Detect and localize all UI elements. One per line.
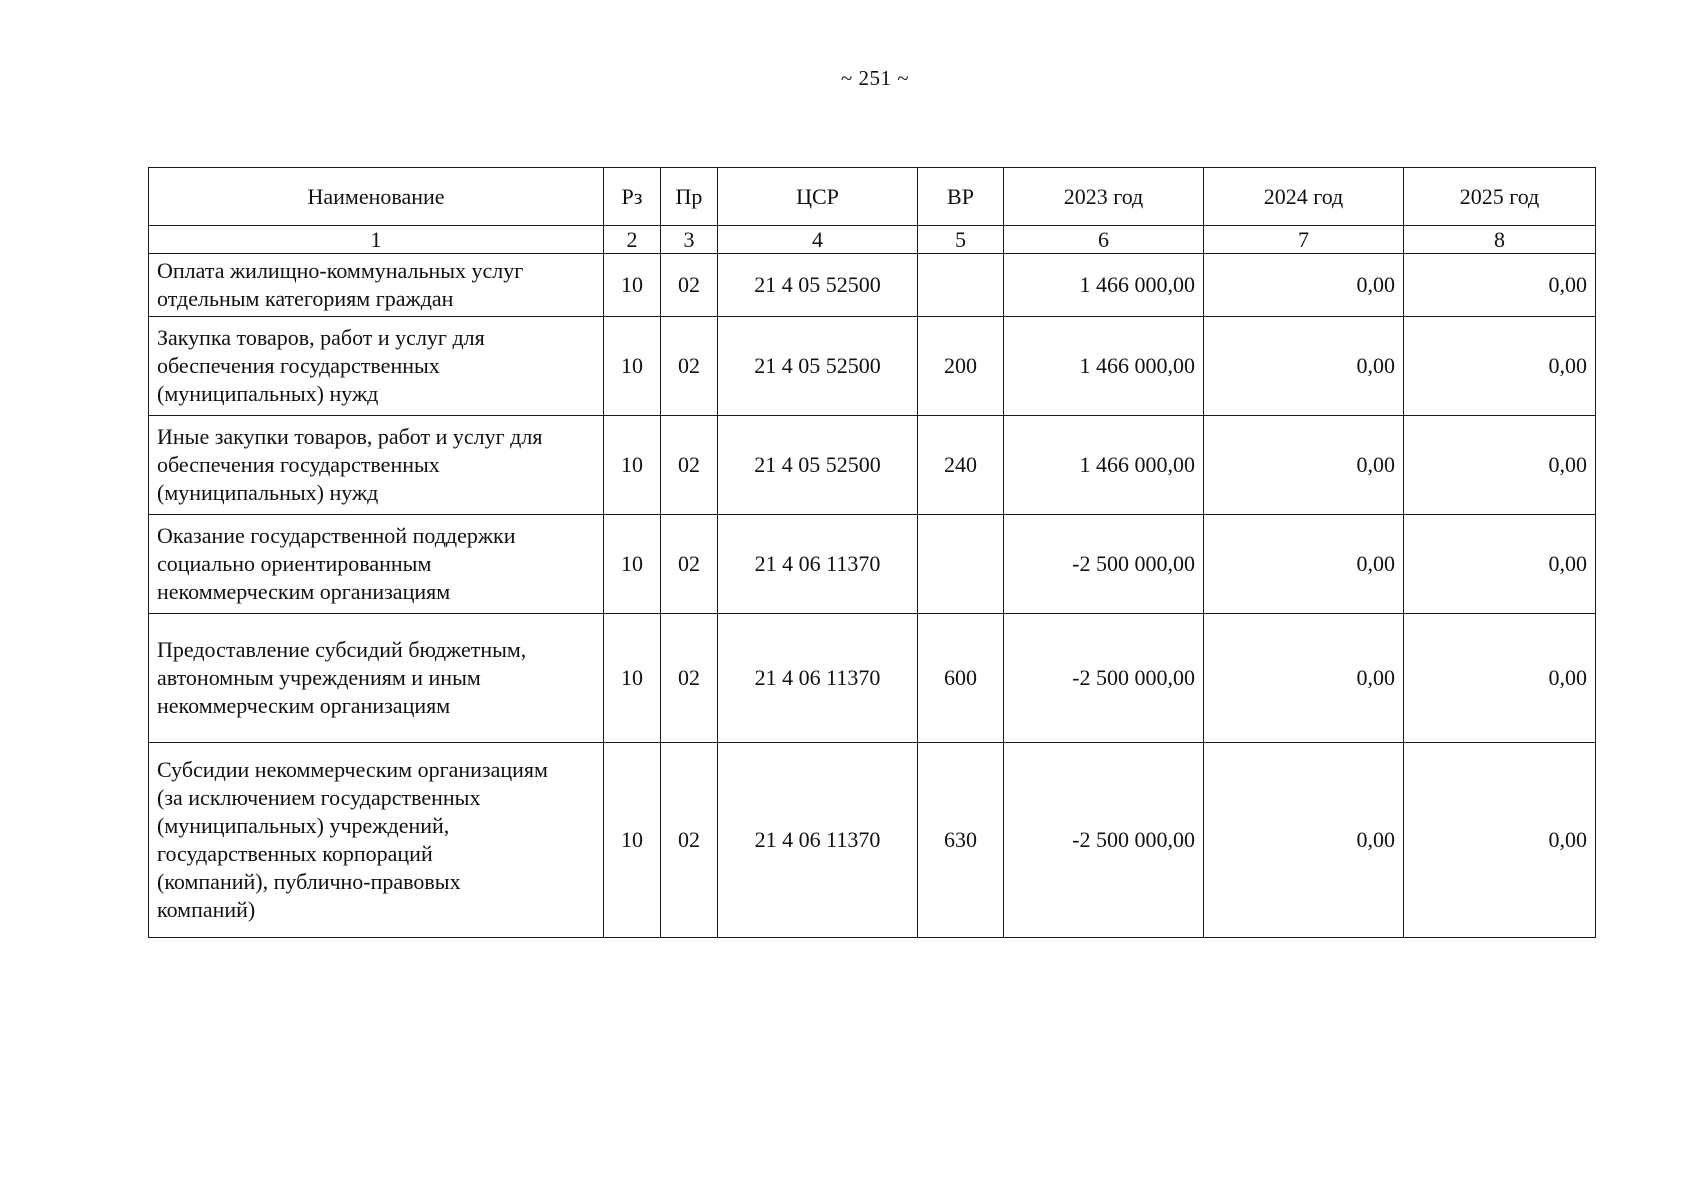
row-name-cell (149, 515, 604, 614)
header-name: Наименование (149, 168, 604, 226)
rz-cell: 10 (604, 416, 661, 515)
rz-cell: 10 (604, 254, 661, 317)
rz-cell: 10 (604, 743, 661, 938)
amount-2024-cell: 0,00 (1204, 743, 1404, 938)
amount-2023-cell: -2 500 000,00 (1004, 614, 1204, 743)
amount-2024-cell: 0,00 (1204, 515, 1404, 614)
rz-cell: 10 (604, 317, 661, 416)
amount-2025-cell: 0,00 (1404, 515, 1596, 614)
page-number: ~ 251 ~ (840, 66, 910, 90)
table-header (149, 168, 1596, 254)
row-name: Оказание государственной поддержки социально ориентированным некоммерческим организациям (157, 523, 516, 604)
column-number: 3 (661, 226, 718, 254)
column-number: 1 (149, 226, 604, 254)
table-row (149, 317, 1596, 416)
header-csr: ЦСР (718, 168, 918, 226)
row-name: Закупка товаров, работ и услуг для обеспечения государственных (муниципальных) нужд (157, 325, 485, 406)
amount-2024-cell: 0,00 (1204, 614, 1404, 743)
row-name-cell (149, 743, 604, 938)
row-name: Оплата жилищно-коммунальных услуг отдельным категориям граждан (157, 258, 524, 311)
amount-2025-cell: 0,00 (1404, 614, 1596, 743)
amount-2024-cell: 0,00 (1204, 416, 1404, 515)
pr-cell: 02 (661, 614, 718, 743)
table-row (149, 416, 1596, 515)
table-row (149, 515, 1596, 614)
amount-2025-cell: 0,00 (1404, 743, 1596, 938)
header-row (149, 168, 1596, 226)
header-2023: 2023 год (1004, 168, 1204, 226)
csr-cell: 21 4 06 11370 (718, 515, 918, 614)
table-row (149, 614, 1596, 743)
pr-cell: 02 (661, 317, 718, 416)
header-2025: 2025 год (1404, 168, 1596, 226)
amount-2023-cell: -2 500 000,00 (1004, 743, 1204, 938)
column-number: 5 (918, 226, 1004, 254)
amount-2023-cell: 1 466 000,00 (1004, 416, 1204, 515)
column-number: 6 (1004, 226, 1204, 254)
column-number-row (149, 226, 1596, 254)
vr-cell: 600 (918, 614, 1004, 743)
csr-cell: 21 4 06 11370 (718, 743, 918, 938)
row-name-cell (149, 254, 604, 317)
header-pr: Пр (661, 168, 718, 226)
csr-cell: 21 4 05 52500 (718, 254, 918, 317)
amount-2023-cell: 1 466 000,00 (1004, 317, 1204, 416)
row-name: Предоставление субсидий бюджетным, автономным учреждениям и иным некоммерческим организациям (157, 637, 527, 718)
row-name-cell (149, 614, 604, 743)
header-2024: 2024 год (1204, 168, 1404, 226)
amount-2025-cell: 0,00 (1404, 317, 1596, 416)
column-number: 4 (718, 226, 918, 254)
vr-cell: 630 (918, 743, 1004, 938)
vr-cell: 240 (918, 416, 1004, 515)
pr-cell: 02 (661, 254, 718, 317)
csr-cell: 21 4 05 52500 (718, 416, 918, 515)
amount-2025-cell: 0,00 (1404, 416, 1596, 515)
budget-table (148, 167, 1596, 938)
row-name: Субсидии некоммерческим организациям (за исключением государственных (муниципальных) учреждений, государственных корпораций (компаний), публично-правовых компаний) (157, 757, 548, 922)
vr-cell (918, 254, 1004, 317)
amount-2025-cell: 0,00 (1404, 254, 1596, 317)
amount-2023-cell: 1 466 000,00 (1004, 254, 1204, 317)
vr-cell (918, 515, 1004, 614)
header-vr: ВР (918, 168, 1004, 226)
amount-2023-cell: -2 500 000,00 (1004, 515, 1204, 614)
column-number: 8 (1404, 226, 1596, 254)
csr-cell: 21 4 05 52500 (718, 317, 918, 416)
table-body (149, 254, 1596, 938)
row-name: Иные закупки товаров, работ и услуг для обеспечения государственных (муниципальных) нужд (157, 424, 543, 505)
table-row (149, 743, 1596, 938)
header-rz: Рз (604, 168, 661, 226)
rz-cell: 10 (604, 614, 661, 743)
pr-cell: 02 (661, 515, 718, 614)
rz-cell: 10 (604, 515, 661, 614)
amount-2024-cell: 0,00 (1204, 317, 1404, 416)
row-name-cell (149, 317, 604, 416)
vr-cell: 200 (918, 317, 1004, 416)
column-number: 7 (1204, 226, 1404, 254)
pr-cell: 02 (661, 416, 718, 515)
row-name-cell (149, 416, 604, 515)
csr-cell: 21 4 06 11370 (718, 614, 918, 743)
pr-cell: 02 (661, 743, 718, 938)
table-row (149, 254, 1596, 317)
column-number: 2 (604, 226, 661, 254)
amount-2024-cell: 0,00 (1204, 254, 1404, 317)
